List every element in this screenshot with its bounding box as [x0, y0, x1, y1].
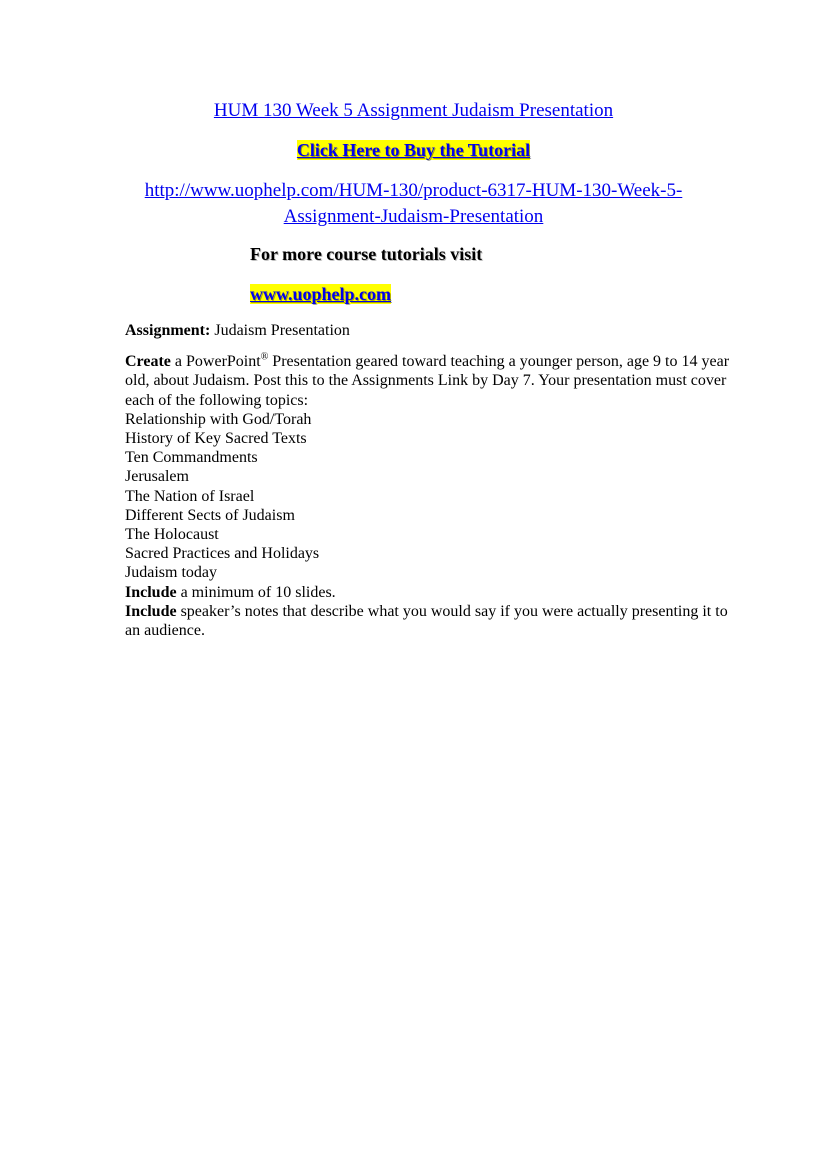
- assignment-line: [125, 321, 735, 340]
- buy-line: [0, 139, 827, 161]
- create-text-b: Presentation geared toward teaching a younger person, age 9 to 14 year old, about Judaism. Post this to the Assignments Link by Day 7. Your presentation must cover each of the following topics:: [125, 353, 730, 409]
- topic-item: Relationship with God/Torah: [125, 410, 312, 428]
- create-text-a: a PowerPoint: [170, 353, 261, 371]
- title-link[interactable]: HUM 130 Week 5 Assignment Judaism Presentation: [213, 100, 614, 121]
- product-url-line: [110, 178, 717, 230]
- include-notes-text: speaker’s notes that describe what you would say if you were actually presenting it to an audience.: [125, 602, 728, 640]
- product-url-link[interactable]: http://www.uophelp.com/HUM-130/product-6317-HUM-130-Week-5-Assignment-Judaism-Presentation: [144, 180, 683, 227]
- assignment-label: Assignment:: [125, 322, 211, 339]
- include-slides-text: a minimum of 10 slides.: [176, 583, 336, 601]
- topic-item: Jerusalem: [125, 468, 189, 486]
- topic-item: Different Sects of Judaism: [125, 506, 295, 524]
- site-link[interactable]: www.uophelp.com: [250, 284, 392, 304]
- create-word: Create: [125, 353, 171, 371]
- include-word: Include: [125, 602, 177, 620]
- topic-item: Ten Commandments: [125, 449, 258, 467]
- topic-item: Sacred Practices and Holidays: [125, 545, 320, 563]
- title-line: [0, 99, 827, 123]
- assignment-value: Judaism Presentation: [214, 322, 350, 339]
- include-slides-line: [125, 583, 735, 602]
- site-line: [250, 283, 391, 305]
- topic-item: Judaism today: [125, 564, 217, 582]
- assignment-body: [125, 321, 735, 640]
- include-word: Include: [125, 583, 177, 601]
- buy-tutorial-link[interactable]: Click Here to Buy the Tutorial: [296, 140, 531, 160]
- create-paragraph: [125, 352, 735, 410]
- registered-mark: ®: [260, 351, 269, 363]
- topic-item: The Nation of Israel: [125, 487, 255, 505]
- include-notes-line: [125, 602, 735, 640]
- more-tutorials-text: For more course tutorials visit: [250, 244, 483, 264]
- topic-item: History of Key Sacred Texts: [125, 430, 307, 448]
- topic-item: The Holocaust: [125, 526, 219, 544]
